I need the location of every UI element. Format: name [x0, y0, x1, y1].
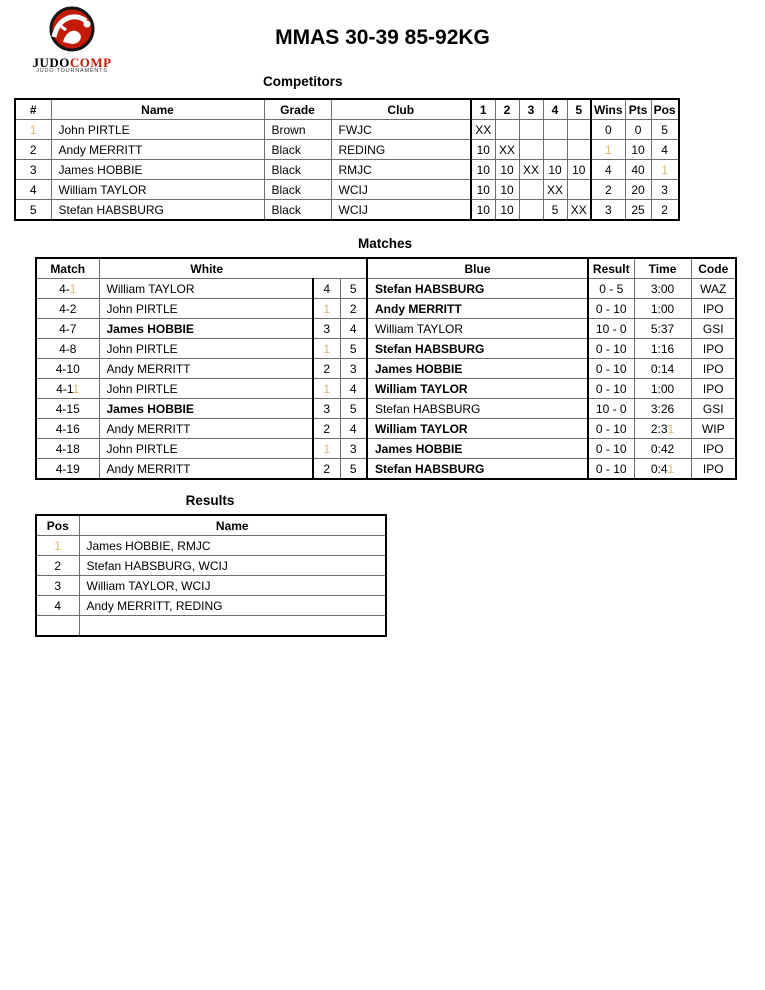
white-player-num: 2 — [313, 359, 340, 379]
competitor-row — [15, 140, 679, 160]
col-header-4: 4 — [543, 99, 567, 120]
col-header-name: Name — [51, 99, 264, 120]
result-name: William TAYLOR, WCIJ — [79, 576, 386, 596]
score-cell — [519, 180, 543, 200]
result-pos: 1 — [36, 536, 79, 556]
match-number: 4-18 — [36, 439, 99, 459]
competitor-pos: 1 — [651, 160, 679, 180]
score-cell — [519, 200, 543, 221]
col-header-pts: Pts — [625, 99, 651, 120]
col-header-result: Result — [588, 258, 634, 279]
competitor-row — [15, 120, 679, 140]
match-time: 1:16 — [634, 339, 691, 359]
col-header-name: Name — [79, 515, 386, 536]
logo-wordmark — [30, 57, 114, 68]
result-pos: 3 — [36, 576, 79, 596]
competitor-wins: 4 — [591, 160, 625, 180]
blue-player-num: 5 — [340, 339, 367, 359]
score-cell: XX — [519, 160, 543, 180]
blue-player-num: 4 — [340, 379, 367, 399]
white-player-num: 1 — [313, 439, 340, 459]
white-player: John PIRTLE — [99, 379, 313, 399]
result-name: Stefan HABSBURG, WCIJ — [79, 556, 386, 576]
match-row — [36, 299, 736, 319]
match-row — [36, 319, 736, 339]
match-result: 0 - 10 — [588, 359, 634, 379]
blue-player-num: 4 — [340, 319, 367, 339]
competitor-name: James HOBBIE — [51, 160, 264, 180]
match-number: 4-8 — [36, 339, 99, 359]
blue-player-num: 2 — [340, 299, 367, 319]
blue-player: Stefan HABSBURG — [367, 399, 588, 419]
match-number: 4-7 — [36, 319, 99, 339]
score-cell — [543, 140, 567, 160]
white-player-num: 2 — [313, 419, 340, 439]
competitor-pos: 5 — [651, 120, 679, 140]
match-result: 0 - 10 — [588, 439, 634, 459]
blue-player: William TAYLOR — [367, 319, 588, 339]
match-time: 0:42 — [634, 439, 691, 459]
blue-player: James HOBBIE — [367, 439, 588, 459]
blue-player-num: 3 — [340, 359, 367, 379]
competitor-club: REDING — [331, 140, 471, 160]
white-player: Andy MERRITT — [99, 459, 313, 480]
match-row — [36, 459, 736, 480]
blue-player: James HOBBIE — [367, 359, 588, 379]
match-number: 4-10 — [36, 359, 99, 379]
white-player-num: 4 — [313, 279, 340, 299]
match-row — [36, 419, 736, 439]
col-header-pos: Pos — [651, 99, 679, 120]
white-player-num: 3 — [313, 319, 340, 339]
results-table — [35, 514, 387, 637]
white-player: John PIRTLE — [99, 339, 313, 359]
matches-section-title: Matches — [357, 236, 413, 251]
page-title: MMAS 30-39 85-92KG — [275, 26, 490, 49]
match-time: 0:41 — [634, 459, 691, 480]
score-cell: XX — [471, 120, 495, 140]
match-result: 10 - 0 — [588, 319, 634, 339]
competitor-name: Andy MERRITT — [51, 140, 264, 160]
col-header-num: # — [15, 99, 51, 120]
blue-player-num: 5 — [340, 279, 367, 299]
score-cell: 10 — [471, 180, 495, 200]
competitors-header-row — [15, 99, 679, 120]
score-cell: XX — [543, 180, 567, 200]
match-result: 10 - 0 — [588, 399, 634, 419]
col-header-code: Code — [691, 258, 736, 279]
competitor-num: 5 — [15, 200, 51, 221]
score-cell: 10 — [471, 160, 495, 180]
match-result: 0 - 10 — [588, 339, 634, 359]
competitor-pos: 4 — [651, 140, 679, 160]
competitor-row — [15, 200, 679, 221]
white-player-num: 3 — [313, 399, 340, 419]
competitor-grade: Black — [264, 140, 331, 160]
blue-player: William TAYLOR — [367, 379, 588, 399]
white-player: James HOBBIE — [99, 319, 313, 339]
competitor-club: WCIJ — [331, 180, 471, 200]
match-number: 4-2 — [36, 299, 99, 319]
col-header-grade: Grade — [264, 99, 331, 120]
match-row — [36, 279, 736, 299]
result-row — [36, 596, 386, 616]
competitors-table — [14, 98, 680, 221]
white-player: Andy MERRITT — [99, 419, 313, 439]
result-pos — [36, 616, 79, 637]
score-cell — [567, 140, 591, 160]
match-time: 1:00 — [634, 299, 691, 319]
col-header-3: 3 — [519, 99, 543, 120]
match-result: 0 - 10 — [588, 419, 634, 439]
competitor-name: William TAYLOR — [51, 180, 264, 200]
logo-tagline: JUDO TOURNAMENTS — [36, 68, 108, 74]
competitors-section-title: Competitors — [263, 74, 343, 89]
col-header-match: Match — [36, 258, 99, 279]
score-cell — [567, 180, 591, 200]
score-cell — [495, 120, 519, 140]
competitor-club: FWJC — [331, 120, 471, 140]
white-player: Andy MERRITT — [99, 359, 313, 379]
competitor-num: 3 — [15, 160, 51, 180]
match-row — [36, 439, 736, 459]
match-code: IPO — [691, 299, 736, 319]
result-name: James HOBBIE, RMJC — [79, 536, 386, 556]
match-time: 3:00 — [634, 279, 691, 299]
match-code: IPO — [691, 359, 736, 379]
competitor-club: RMJC — [331, 160, 471, 180]
white-player: John PIRTLE — [99, 439, 313, 459]
match-code: IPO — [691, 439, 736, 459]
match-result: 0 - 5 — [588, 279, 634, 299]
match-row — [36, 359, 736, 379]
score-cell: 10 — [495, 200, 519, 221]
match-code: WIP — [691, 419, 736, 439]
match-row — [36, 379, 736, 399]
competitor-pts: 20 — [625, 180, 651, 200]
match-code: IPO — [691, 379, 736, 399]
blue-player: Stefan HABSBURG — [367, 459, 588, 480]
score-cell: 10 — [543, 160, 567, 180]
blue-player: Andy MERRITT — [367, 299, 588, 319]
match-result: 0 - 10 — [588, 299, 634, 319]
result-pos: 4 — [36, 596, 79, 616]
competitor-pts: 40 — [625, 160, 651, 180]
blue-player-num: 4 — [340, 419, 367, 439]
competitor-grade: Black — [264, 160, 331, 180]
match-code: IPO — [691, 339, 736, 359]
white-player-num: 1 — [313, 299, 340, 319]
competitor-row — [15, 180, 679, 200]
competitor-pts: 25 — [625, 200, 651, 221]
col-header-blue: Blue — [367, 258, 588, 279]
col-header-1: 1 — [471, 99, 495, 120]
score-cell — [519, 140, 543, 160]
competitor-pos: 3 — [651, 180, 679, 200]
match-row — [36, 399, 736, 419]
match-code: GSI — [691, 319, 736, 339]
competitor-num: 1 — [15, 120, 51, 140]
result-name: Andy MERRITT, REDING — [79, 596, 386, 616]
match-result: 0 - 10 — [588, 459, 634, 480]
col-header-time: Time — [634, 258, 691, 279]
match-number: 4-16 — [36, 419, 99, 439]
score-cell: 10 — [471, 200, 495, 221]
competitor-grade: Black — [264, 180, 331, 200]
competitor-num: 2 — [15, 140, 51, 160]
score-cell: XX — [567, 200, 591, 221]
match-time: 5:37 — [634, 319, 691, 339]
competitor-row — [15, 160, 679, 180]
competitor-pts: 10 — [625, 140, 651, 160]
competitor-pts: 0 — [625, 120, 651, 140]
competitor-pos: 2 — [651, 200, 679, 221]
competitor-grade: Brown — [264, 120, 331, 140]
white-player: James HOBBIE — [99, 399, 313, 419]
white-player: John PIRTLE — [99, 299, 313, 319]
col-header-wins: Wins — [591, 99, 625, 120]
result-row — [36, 536, 386, 556]
blue-player: William TAYLOR — [367, 419, 588, 439]
match-time: 1:00 — [634, 379, 691, 399]
competitor-grade: Black — [264, 200, 331, 221]
score-cell: 10 — [495, 160, 519, 180]
result-pos: 2 — [36, 556, 79, 576]
result-name — [79, 616, 386, 637]
competitor-num: 4 — [15, 180, 51, 200]
competitor-wins: 2 — [591, 180, 625, 200]
match-code: IPO — [691, 459, 736, 480]
white-player-num: 2 — [313, 459, 340, 480]
score-cell: 10 — [471, 140, 495, 160]
competitor-wins: 3 — [591, 200, 625, 221]
match-number: 4-1 — [36, 279, 99, 299]
match-row — [36, 339, 736, 359]
logo-word-comp: COMP — [69, 55, 112, 70]
competitor-name: John PIRTLE — [51, 120, 264, 140]
blue-player: Stefan HABSBURG — [367, 279, 588, 299]
white-player: William TAYLOR — [99, 279, 313, 299]
match-result: 0 - 10 — [588, 379, 634, 399]
score-cell: 10 — [567, 160, 591, 180]
blue-player-num: 5 — [340, 459, 367, 480]
match-time: 2:31 — [634, 419, 691, 439]
score-cell — [519, 120, 543, 140]
white-player-num: 1 — [313, 379, 340, 399]
matches-table — [35, 257, 737, 480]
match-number: 4-11 — [36, 379, 99, 399]
results-section-title: Results — [185, 493, 235, 508]
result-row — [36, 616, 386, 637]
match-code: GSI — [691, 399, 736, 419]
competitor-wins: 0 — [591, 120, 625, 140]
results-header-row — [36, 515, 386, 536]
score-cell: 10 — [495, 180, 519, 200]
result-row — [36, 556, 386, 576]
blue-player-num: 3 — [340, 439, 367, 459]
score-cell — [543, 120, 567, 140]
col-header-2: 2 — [495, 99, 519, 120]
match-code: WAZ — [691, 279, 736, 299]
score-cell — [567, 120, 591, 140]
matches-header-row — [36, 258, 736, 279]
score-cell: 5 — [543, 200, 567, 221]
blue-player: Stefan HABSBURG — [367, 339, 588, 359]
white-player-num: 1 — [313, 339, 340, 359]
match-time: 0:14 — [634, 359, 691, 379]
match-time: 3:26 — [634, 399, 691, 419]
col-header-5: 5 — [567, 99, 591, 120]
col-header-club: Club — [331, 99, 471, 120]
logo-word-judo: JUDO — [32, 55, 70, 70]
col-header-pos: Pos — [36, 515, 79, 536]
score-cell: XX — [495, 140, 519, 160]
competitor-name: Stefan HABSBURG — [51, 200, 264, 221]
blue-player-num: 5 — [340, 399, 367, 419]
result-row — [36, 576, 386, 596]
match-number: 4-19 — [36, 459, 99, 480]
match-number: 4-15 — [36, 399, 99, 419]
col-header-white: White — [99, 258, 367, 279]
competitor-wins: 1 — [591, 140, 625, 160]
competitor-club: WCIJ — [331, 200, 471, 221]
